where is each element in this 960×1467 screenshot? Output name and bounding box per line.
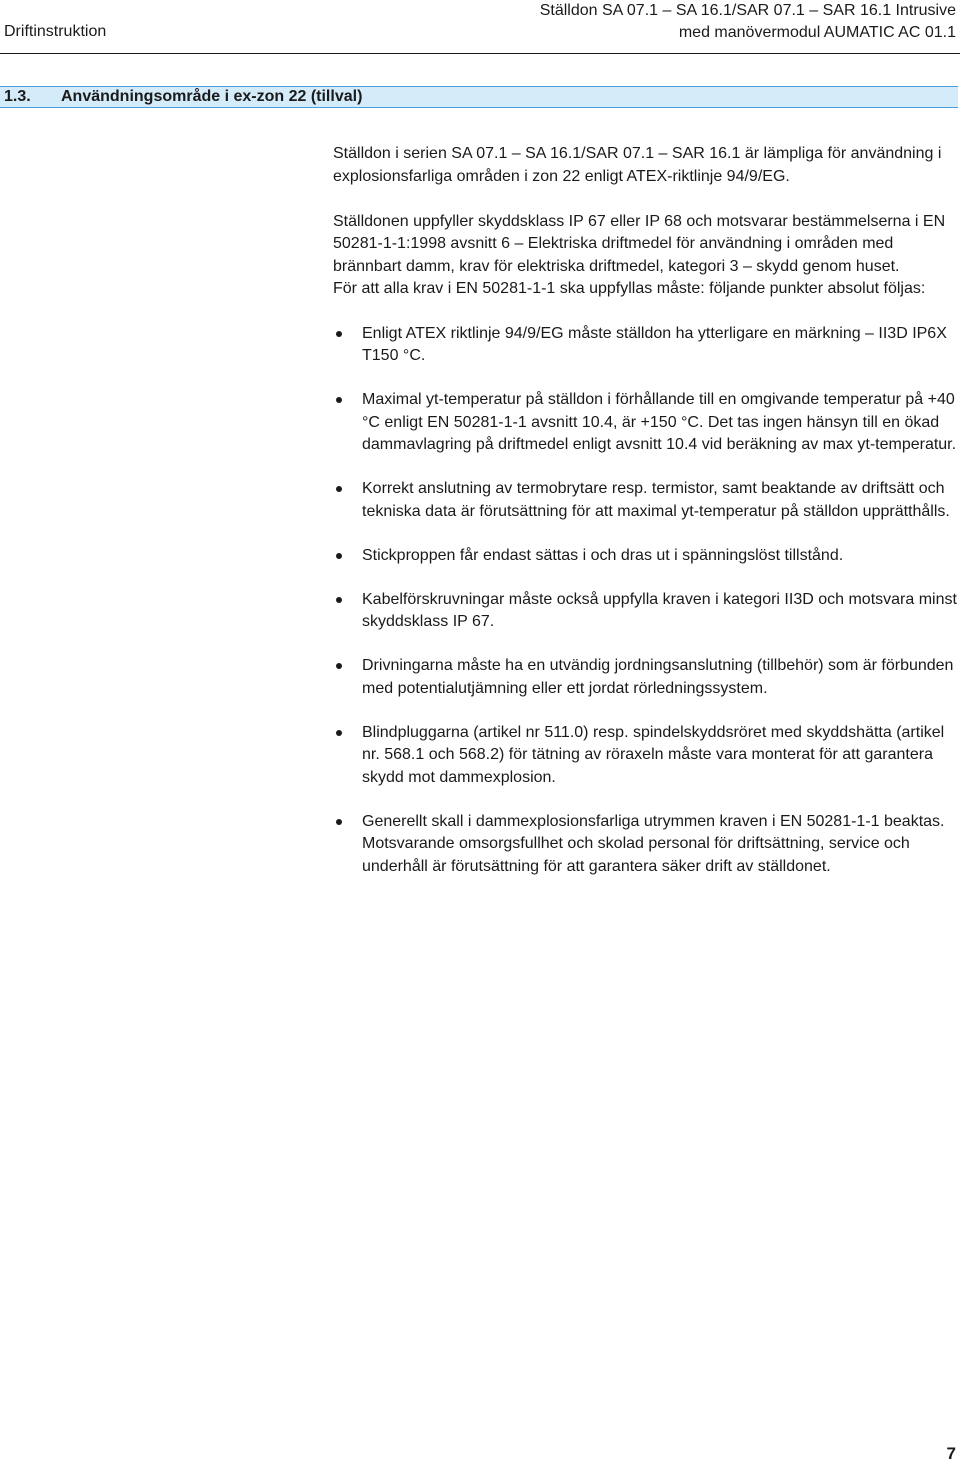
- list-item: [333, 811, 957, 879]
- list-item-text: Stickproppen får endast sättas i och dras ut i spänningslöst tillstånd.: [362, 546, 844, 564]
- list-item-text: Enligt ATEX riktlinje 94/9/EG måste ställdon ha ytterligare en märkning – II3D IP6X T150 °C.: [362, 324, 947, 364]
- bullet-dot-icon: [336, 331, 342, 337]
- requirements-list: [333, 323, 957, 879]
- list-item: [333, 389, 957, 457]
- list-item-text: Blindpluggarna (artikel nr 511.0) resp. spindelskyddsröret med skyddshätta (artikel nr. 568.1 och 568.2) för tätning av röraxeln måste vara monterat för att garantera skydd mot dammexplosion.: [362, 723, 945, 786]
- bullet-dot-icon: [336, 397, 342, 403]
- bullet-dot-icon: [336, 819, 342, 825]
- protection-class-paragraph: Ställdonen uppfyller skyddsklass IP 67 eller IP 68 och motsvarar bestämmelserna i EN 50281-1-1:1998 avsnitt 6 – Elektriska driftmedel för användning i områden med brännbart damm, krav för elektriska driftmedel, kategori 3 – skydd genom huset.: [333, 212, 946, 275]
- bullet-dot-icon: [336, 597, 342, 603]
- section-title: Användningsområde i ex-zon 22 (tillval): [61, 88, 363, 105]
- list-item-text: Korrekt anslutning av termobrytare resp. termistor, samt beaktande av driftsätt och tekniska data är förutsättning för att maximal yt-temperatur på ställdon upprätthålls.: [362, 480, 950, 520]
- requirements-lead-paragraph: För att alla krav i EN 50281-1-1 ska uppfyllas måste: följande punkter absolut följas:: [333, 280, 926, 297]
- bullet-dot-icon: [336, 663, 342, 669]
- page-number: 7: [946, 1444, 956, 1463]
- list-item: [333, 655, 957, 700]
- section-body: [333, 143, 957, 900]
- section-heading-bar: [0, 86, 958, 108]
- list-item: [333, 589, 957, 634]
- bullet-dot-icon: [336, 553, 342, 559]
- list-item-text: Generellt skall i dammexplosionsfarliga utrymmen kraven i EN 50281-1-1 beaktas. Motsvarande omsorgsfullhet och skolad personal för driftsättning, service och underhåll är förutsättning för att garantera säker drift av ställdonet.: [362, 812, 945, 875]
- header-title-line-1: Ställdon SA 07.1 – SA 16.1/SAR 07.1 – SAR 16.1 Intrusive: [539, 2, 956, 19]
- document-header-title: [540, 0, 956, 44]
- header-title-line-2: med manövermodul AUMATIC AC 01.1: [678, 24, 956, 41]
- bullet-dot-icon: [336, 486, 342, 492]
- list-item: [333, 323, 957, 368]
- list-item-text: Drivningarna måste ha en utvändig jordningsanslutning (tillbehör) som är förbunden med potentialutjämning eller ett jordat rörledningssystem.: [362, 657, 954, 697]
- list-item: [333, 478, 957, 523]
- bullet-dot-icon: [336, 730, 342, 736]
- list-item: [333, 545, 957, 568]
- list-item-text: Maximal yt-temperatur på ställdon i förhållande till en omgivande temperatur på +40 °C enligt EN 50281-1-1 avsnitt 10.4, är +150 °C. Det tas ingen hänsyn till en ökad dammavlagring på driftmedel enligt avsnitt 10.4 vid beräkning av max yt-temperatur.: [362, 391, 957, 453]
- list-item-text: Kabelförskruvningar måste också uppfylla kraven i kategori II3D och motsvara minst skyddsklass IP 67.: [362, 590, 957, 630]
- intro-paragraph: Ställdon i serien SA 07.1 – SA 16.1/SAR 07.1 – SAR 16.1 är lämpliga för användning i explosionsfarliga områden i zon 22 enligt ATEX-riktlinje 94/9/EG.: [333, 145, 942, 185]
- header-divider: [0, 53, 960, 54]
- document-type: Driftinstruktion: [4, 23, 107, 40]
- list-item: [333, 722, 957, 790]
- section-number: 1.3.: [4, 88, 31, 105]
